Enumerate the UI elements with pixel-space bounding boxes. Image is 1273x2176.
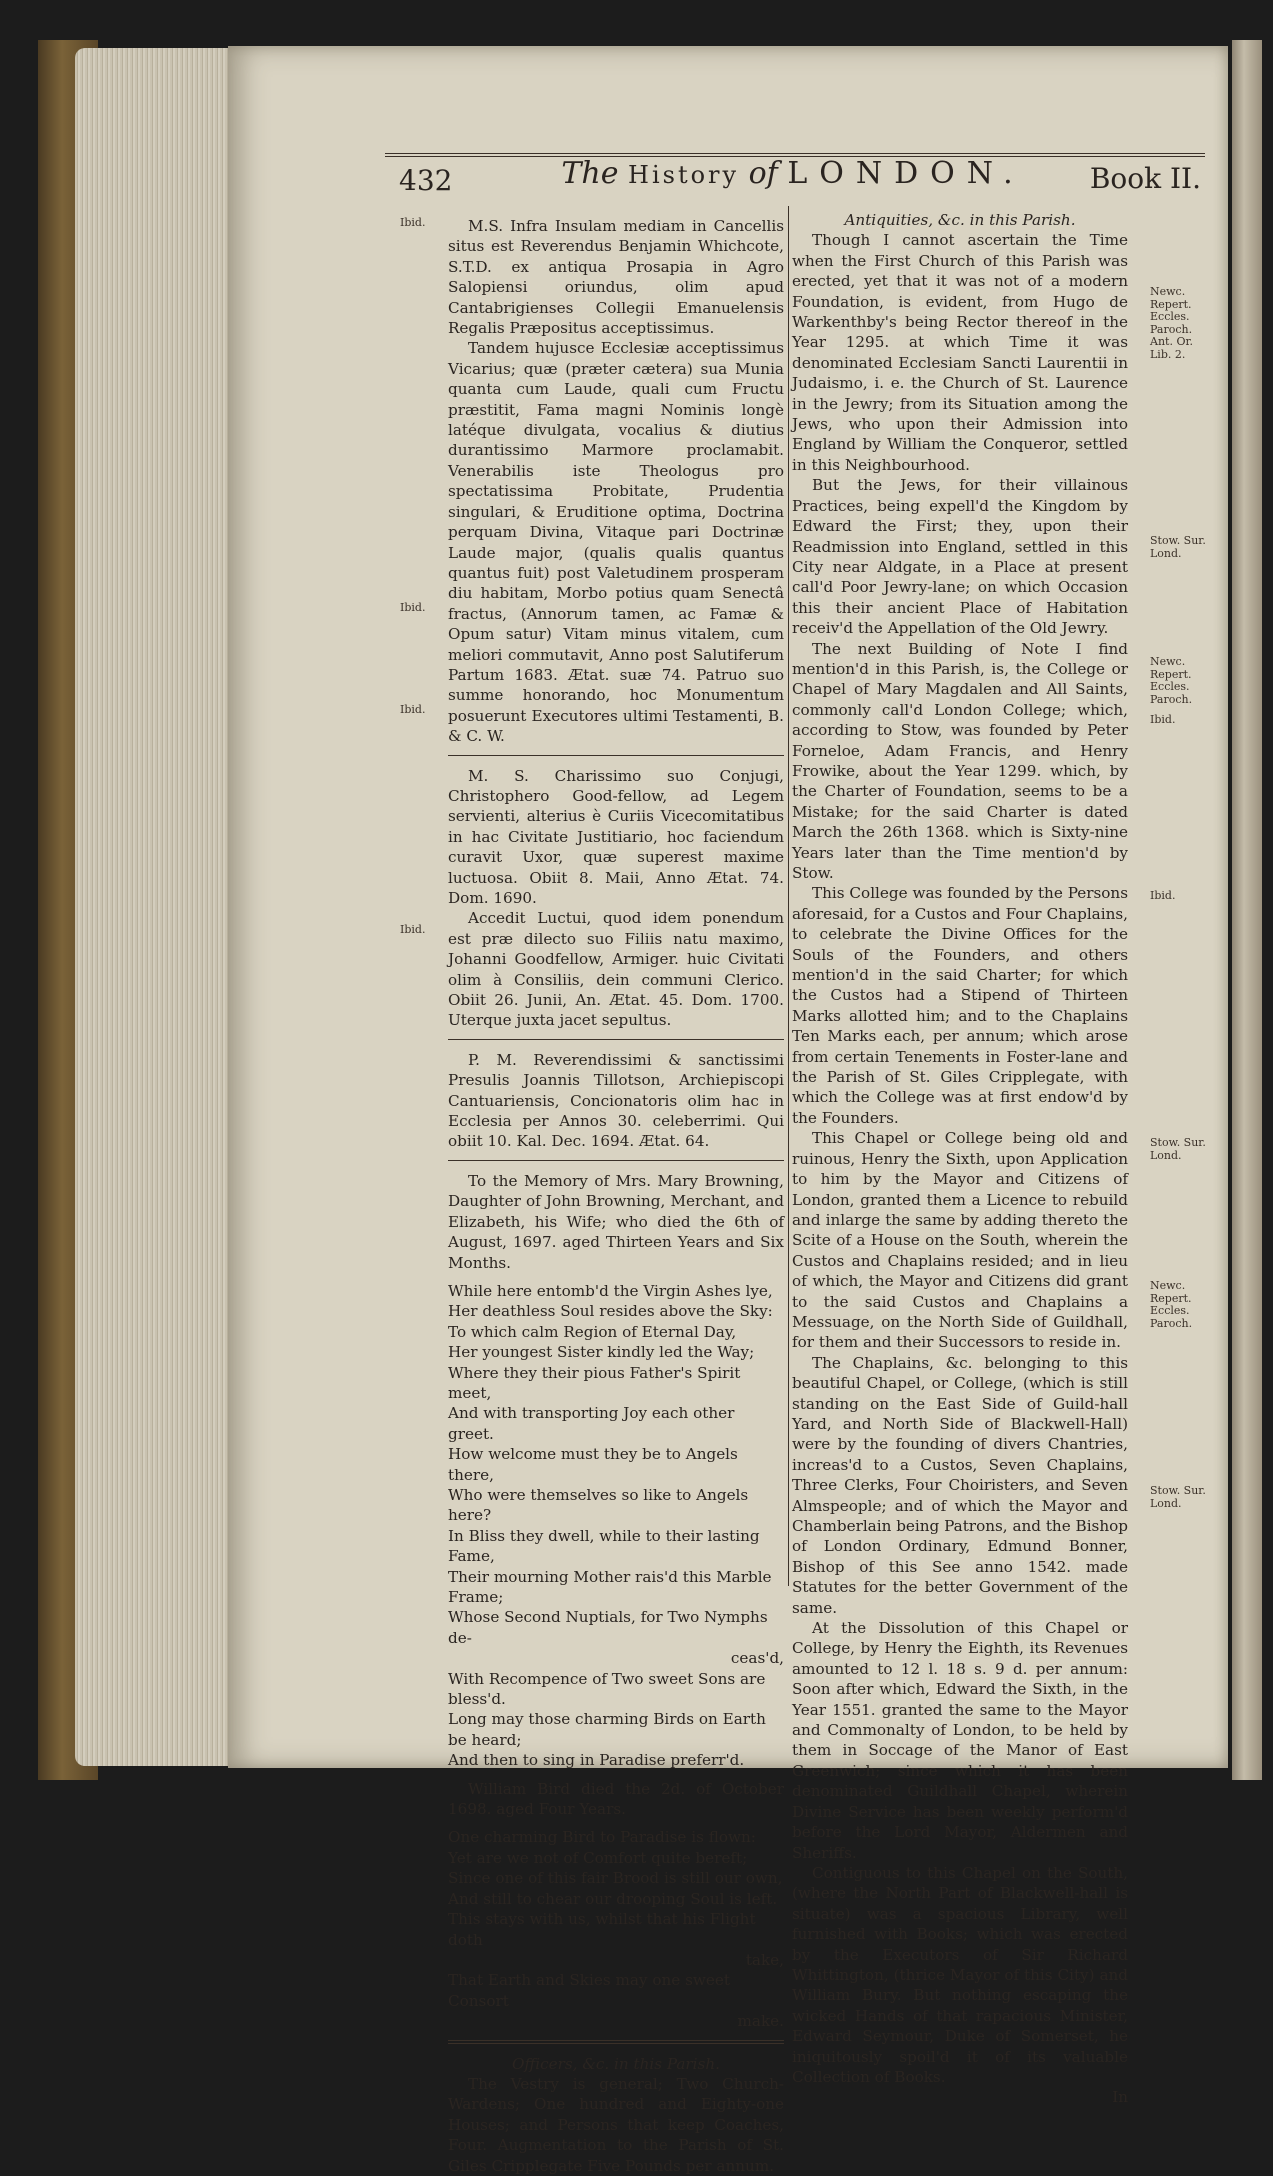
- section-heading: Officers, &c. in this Parish.: [512, 2054, 720, 2073]
- margin-note: Ibid.: [400, 923, 426, 936]
- margin-note: Newc. Repert. Eccles. Paroch. Ant. Or. Lib. 2.: [1150, 285, 1194, 361]
- inscription: M.S. Infra Insulam mediam in Cancellis situs est Reverendus Benjamin Whichcote, S.T.D. ex antiqua Prosapia in Agro Salopiensi oriundus, olim apud Cantabrigienses Collegii Emanuelensis Regalis Præpositus acceptissimus.: [448, 217, 784, 338]
- verse-line: Her youngest Sister kindly led the Way;: [448, 1343, 755, 1362]
- book-label: Book II.: [1089, 162, 1201, 195]
- paragraph: At the Dissolution of this Chapel or College, by Henry the Eighth, its Revenues amounted to 12 l. 18 s. 9 d. per annum: Soon after which, Edward the Sixth, in the Year 1551. granted the same to the Mayor and Commonalty of London, to be held by them in Soccage of the Manor of East Greenwich; since which it has been denominated Guildhall Chapel, wherein Divine Service has been weekly perform'd before the Lord Mayor, Aldermen and Sheriffs.: [792, 1619, 1128, 1862]
- paragraph: This Chapel or College being old and ruinous, Henry the Sixth, upon Application to him by the Mayor and Citizens of London, granted them a Licence to rebuild and inlarge the same by adding thereto the Scite of a House on the South, wherein the Custos and Chaplains resided; and in lieu of which, the Mayor and Citizens did grant to the said Custos and Chaplains a Messuage, on the North Side of Guildhall, for them and their Successors to reside in.: [792, 1129, 1128, 1352]
- verse-line: Her deathless Soul resides above the Sky:: [448, 1302, 773, 1321]
- verse-line: Where they their pious Father's Spirit meet,: [448, 1363, 741, 1402]
- verse-line: take,: [745, 1950, 784, 1969]
- catchword: In: [1112, 2088, 1128, 2107]
- verse-line: In Bliss they dwell, while to their lasting Fame,: [448, 1526, 760, 1566]
- verse-line: One charming Bird to Paradise is flown:: [448, 1828, 756, 1847]
- margin-note: Newc. Repert. Eccles. Paroch.: [1150, 655, 1193, 706]
- verse-line: While here entomb'd the Virgin Ashes lye,: [448, 1281, 773, 1300]
- inscription: P. M. Reverendissimi & sanctissimi Presulis Joannis Tillotson, Archiepiscopi Cantuariensis, Concionatoris olim hac in Ecclesia per Annos 30. celeberrimi. Qui obiit 10. Kal. Dec. 1694. Ætat. 64.: [448, 1050, 784, 1151]
- verse: [448, 1827, 784, 2031]
- verse-line: With Recompence of Two sweet Sons are bless'd.: [448, 1669, 766, 1709]
- paragraph: Though I cannot ascertain the Time when the First Church of this Parish was erected, yet that it was not of a modern Foundation, is evident, from Hugo de Warkenthby's being Rector thereof in the Year 1295. at which Time it was denominated Ecclesiam Sancti Laurentii in Judaismo, i. e. the Church of St. Laurence in the Jewry; from its Situation among the Jews, who upon their Admission into England by William the Conqueror, settled in this Neighbourhood.: [792, 231, 1128, 474]
- margin-note: Newc. Repert. Eccles. Paroch.: [1150, 1279, 1193, 1330]
- double-rule: [448, 2040, 784, 2044]
- margin-note: Stow. Sur. Lond.: [1150, 1484, 1206, 1510]
- page-number: 432: [399, 164, 453, 197]
- verse-line: make.: [737, 2012, 784, 2031]
- rule: [448, 755, 784, 756]
- left-column: [448, 216, 784, 2176]
- verse-line: Long may those charming Birds on Earth be heard;: [448, 1710, 766, 1749]
- paragraph: The Vestry is general; Two Church-Wardens; One hundred and Eighty-one Houses; and Persons that keep Coaches, Four. Augmentation to the Parish of St. Giles Cripplegate Five Pounds per annum.: [448, 2074, 784, 2175]
- inscription: Tandem hujusce Ecclesiæ acceptissimus Vicarius; quæ (præter cætera) sua Munia quanta cum Laude, quali cum Fructu præstitit, Fama magni Nominis longè latéque divulgata, vocalius & diutius durantissimo Marmore proclamabit. Venerabilis iste Theologus pro spectatissima Probitate, Prudentia singulari, & Eruditione optima, Doctrina perquam Divina, Vitaque pari Doctrinæ Laude major, (qualis qualis quantus quantus fuit) post Valetudinem prosperam diu habitam, Morbo potius quam Senectâ fractus, (Annorum tamen, ac Famæ & Opum satur) Vitam minus vitalem, cum meliori commutavit, Anno post Salutiferum Partum 1683. Ætat. suæ 74. Patruo suo summe honorando, hoc Monumentum posuerunt Executores ultimi Testamenti, B. & C. W.: [448, 339, 784, 746]
- margin-note: Ibid.: [1150, 889, 1176, 902]
- running-title: The History of LONDON.: [561, 156, 1025, 191]
- verse-line: Yet are we not of Comfort quite bereft;: [448, 1848, 748, 1867]
- paragraph: But the Jews, for their villainous Practices, being expell'd the Kingdom by Edward the First; they, upon their Readmission into England, settled in this City near Aldgate, in a Place at present call'd Poor Jewry-lane; on which Occasion this their ancient Place of Habitation receiv'd the Appellation of the Old Jewry.: [792, 476, 1128, 638]
- memorial: William Bird died the 2d. of October 1698. aged Four Years.: [448, 1779, 784, 1819]
- paragraph: The Chaplains, &c. belonging to this beautiful Chapel, or College, (which is still standing on the East Side of Guild-hall Yard, and North Side of Blackwell-Hall) were by the founding of divers Chantries, increas'd to a Custos, Seven Chaplains, Three Clerks, Four Choiristers, and Seven Almspeople; and of which the Mayor and Chamberlain being Patrons, and the Bishop of London Ordinary, Edmund Bonner, Bishop of this See anno 1542. made Statutes for the better Government of the same.: [792, 1353, 1128, 1617]
- verse-line: Whose Second Nuptials, for Two Nymphs de-: [448, 1608, 768, 1647]
- verse-line: Their mourning Mother rais'd this Marble Frame;: [448, 1567, 772, 1606]
- rule: [448, 1039, 784, 1040]
- verse-line: And then to sing in Paradise preferr'd.: [448, 1751, 745, 1770]
- verse-line: ceas'd,: [730, 1649, 784, 1668]
- right-column: [792, 210, 1128, 2108]
- verse-line: How welcome must they be to Angels there,: [448, 1445, 738, 1484]
- verse-line: And still to chear our drooping Soul is left.: [448, 1889, 778, 1908]
- verse-line: That Earth and Skies may one sweet Consort: [448, 1971, 730, 2010]
- verse-line: Since one of this fair Brood is still our own,: [448, 1869, 783, 1888]
- verse-line: To which calm Region of Eternal Day,: [448, 1322, 737, 1341]
- running-header: [393, 154, 1205, 198]
- margin-note: Ibid.: [1150, 713, 1176, 726]
- verse-line: This stays with us, whilst that his Flight doth: [448, 1910, 756, 1949]
- verse: [448, 1281, 784, 1771]
- rule: [448, 1160, 784, 1161]
- section-heading: Antiquities, &c. in this Parish.: [844, 211, 1076, 229]
- paragraph: Contiguous to this Chapel on the South, (where the North Part of Blackwell-hall is situate) was a spacious Library, well furnished with Books; which was erected by the Executors of Sir Richard Whittington, (thrice Mayor of this City) and William Bury. But nothing escaping the wicked Hands of that rapacious Minister, Edward Seymour, Duke of Somerset, he iniquitously spoil'd it of its valuable Collection of Books.: [792, 1863, 1128, 2086]
- gutter-edge: [1232, 40, 1262, 1780]
- paragraph: This College was founded by the Persons aforesaid, for a Custos and Four Chaplains, to celebrate the Divine Offices for the Souls of the Founders, and others mention'd in the said Charter; for which the Custos had a Stipend of Thirteen Marks allotted him; and to the Chaplains Ten Marks each, per annum; which arose from certain Tenements in Foster-lane and the Parish of St. Giles Cripplegate, with which the College was at first endow'd by the Founders.: [792, 884, 1128, 1127]
- memorial: To the Memory of Mrs. Mary Browning, Daughter of John Browning, Merchant, and Elizabeth, his Wife; who died the 6th of August, 1697. aged Thirteen Years and Six Months.: [448, 1171, 784, 1272]
- column-divider: [788, 206, 789, 1586]
- margin-note: Stow. Sur. Lond.: [1150, 1136, 1206, 1162]
- inscription: M. S. Charissimo suo Conjugi, Christophero Good-fellow, ad Legem servienti, alterius è Curiis Vicecomitatibus in hac Civitate Justitiario, hoc faciendum curavit Uxor, quæ superest maxime luctuosa. Obiit 8. Maii, Anno Ætat. 74. Dom. 1690.: [448, 766, 784, 907]
- margin-note: Ibid.: [400, 216, 426, 229]
- paragraph: The next Building of Note I find mention'd in this Parish, is, the College or Chapel of Mary Magdalen and All Saints, commonly call'd London College; which, according to Stow, was founded by Peter Forneloe, Adam Francis, and Henry Frowike, about the Year 1299. which, by the Charter of Foundation, seems to be a Mistake; for the said Charter is dated March the 26th 1368. which is Sixty-nine Years later than the Time mention'd by Stow.: [792, 639, 1128, 882]
- margin-note: Ibid.: [400, 601, 426, 614]
- margin-note: Ibid.: [400, 703, 426, 716]
- verse-line: Who were themselves so like to Angels here?: [448, 1485, 749, 1525]
- page-edges: [75, 48, 235, 1766]
- inscription: Accedit Luctui, quod idem ponendum est præ dilecto suo Filiis natu maximo, Johanni Goodfellow, Armiger. huic Civitati olim à Consiliis, dein communi Clerico. Obiit 26. Junii, An. Ætat. 45. Dom. 1700. Uterque juxta jacet sepultus.: [448, 909, 784, 1030]
- verse-line: And with transporting Joy each other greet.: [448, 1404, 735, 1443]
- margin-note: Stow. Sur. Lond.: [1150, 534, 1206, 560]
